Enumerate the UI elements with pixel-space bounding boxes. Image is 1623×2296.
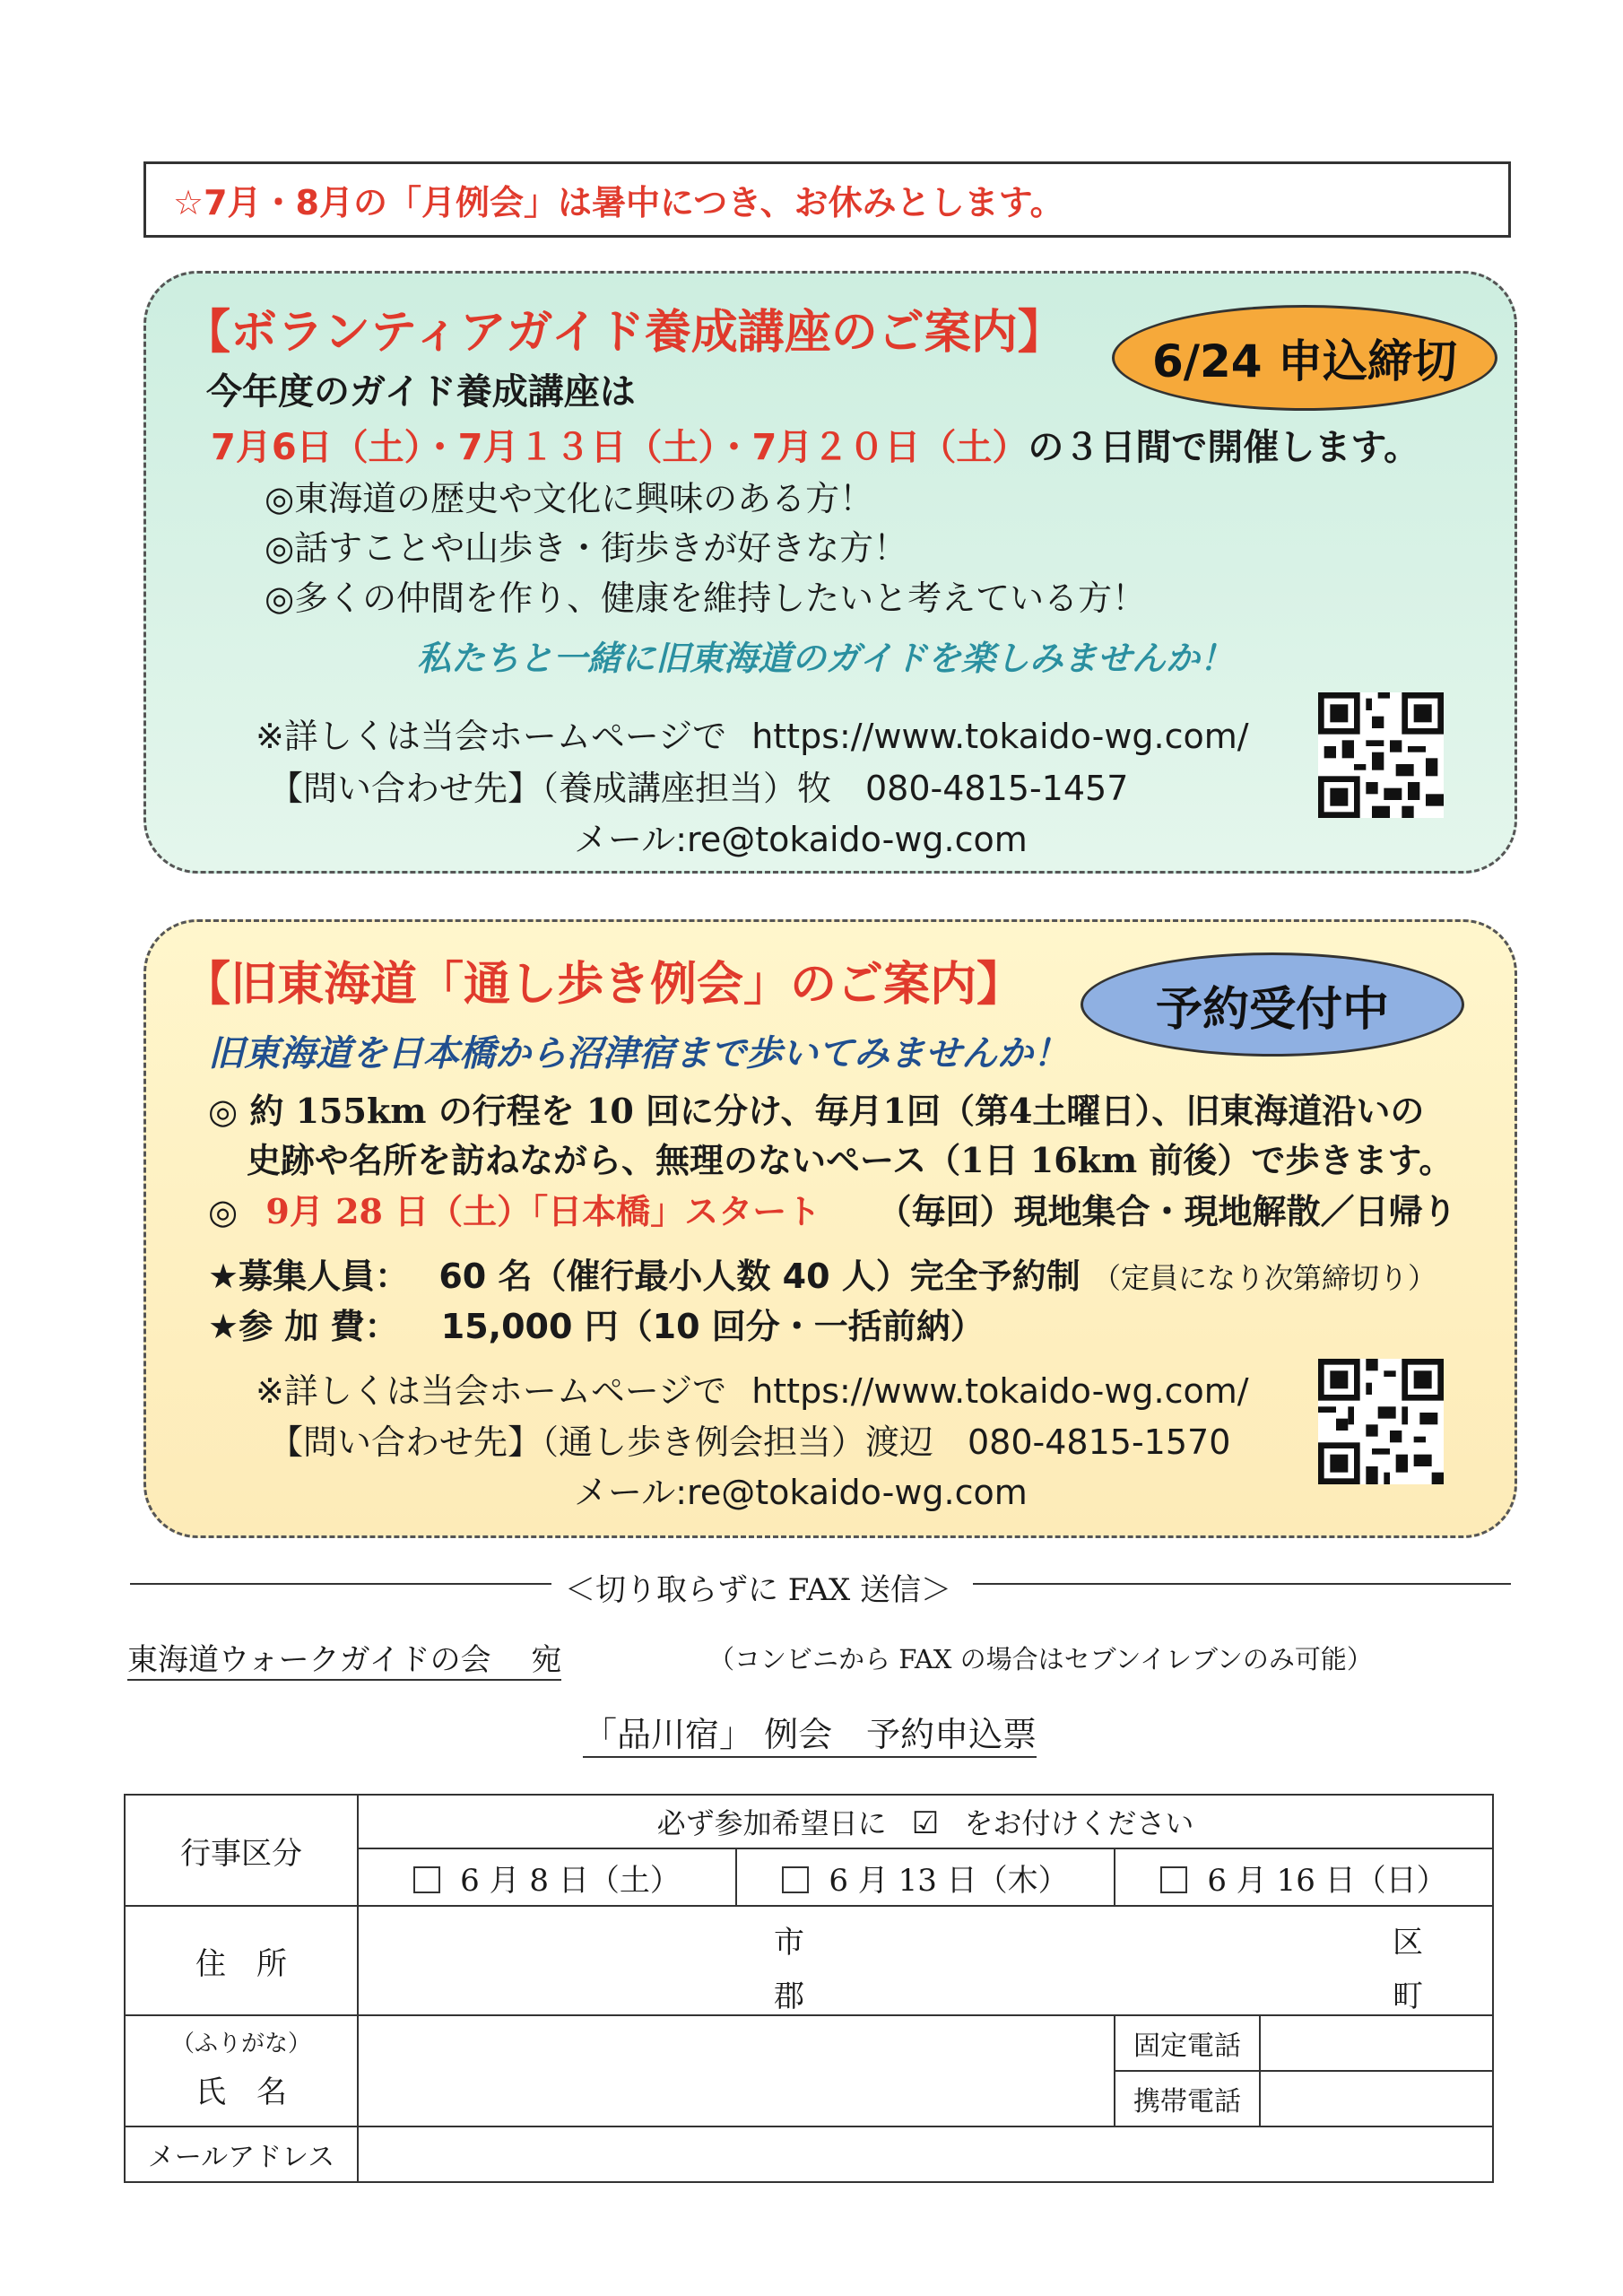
checked-box-icon: ☑ xyxy=(911,1805,940,1841)
instruction-cell xyxy=(358,1795,1493,1848)
walk-contact: 【問い合わせ先】（通し歩き例会担当）渡辺 080-4815-1570 xyxy=(269,1422,1231,1462)
notice-box xyxy=(143,161,1511,238)
county-label: 郡 xyxy=(774,1979,804,2014)
walk-email[interactable]: メール:re@tokaido-wg.com xyxy=(574,1473,1028,1512)
ward-label: 区 xyxy=(1393,1925,1423,1961)
option-cell-2[interactable] xyxy=(736,1848,1115,1906)
guide-details-prefix: ※詳しくは当会ホームページで xyxy=(256,717,727,756)
deadline-badge-text: 6/24 申込締切 xyxy=(1151,335,1458,387)
guide-bullet-1: ◎東海道の歴史や文化に興味のある方！ xyxy=(265,479,874,518)
name-field[interactable] xyxy=(358,2015,1115,2126)
walk-url[interactable]: https://www.tokaido-wg.com/ xyxy=(751,1371,1249,1411)
instruction-post: をお付けください xyxy=(964,1806,1194,1840)
checkbox-option-2[interactable] xyxy=(782,1866,809,1893)
guide-callout: 私たちと一緒に旧東海道のガイドを楽しみませんか！ xyxy=(417,639,1234,678)
walk-details xyxy=(256,1363,1249,1413)
mobile-label: 携帯電話 xyxy=(1115,2072,1261,2126)
address-label-cell xyxy=(125,1906,358,2015)
qr-code-walk xyxy=(1318,1359,1444,1484)
walk-recruit-line xyxy=(208,1248,1436,1298)
reservation-badge-text: 予約受付中 xyxy=(1155,982,1389,1037)
walk-fee-label: ★参 加 費： xyxy=(208,1307,399,1346)
guide-url[interactable]: https://www.tokaido-wg.com/ xyxy=(751,717,1249,756)
qr-code-guide xyxy=(1318,692,1444,818)
landline-cell xyxy=(1115,2015,1493,2071)
option-label-3: 6 月 16 日（日） xyxy=(1207,1862,1447,1899)
walk-recruit-note: （定員になり次第締切り） xyxy=(1092,1261,1437,1295)
guide-title: 【ボランティアガイド養成講座のご案内】 xyxy=(184,306,1064,360)
walk-start-line xyxy=(208,1184,1456,1233)
cut-instruction: ＜切り取らずに FAX 送信＞ xyxy=(565,1572,952,1608)
email-label: メールアドレス xyxy=(147,2142,335,2173)
instruction-pre: 必ず参加希望日に xyxy=(656,1806,887,1840)
guide-email[interactable]: メール:re@tokaido-wg.com xyxy=(574,820,1028,859)
deadline-badge xyxy=(1112,305,1497,411)
addressee: 東海道ウォークガイドの会 宛 xyxy=(127,1635,561,1681)
email-field[interactable] xyxy=(358,2126,1493,2182)
mobile-cell xyxy=(1115,2071,1493,2126)
form-title: 「品川宿」 例会 予約申込票 xyxy=(583,1707,1037,1758)
guide-bullet-2: ◎話すことや山歩き・街歩きが好きな方！ xyxy=(265,528,908,568)
guide-contact: 【問い合わせ先】（養成講座担当）牧 080-4815-1457 xyxy=(269,769,1129,808)
guide-dates-line xyxy=(211,419,1419,470)
walk-fee-line xyxy=(208,1299,985,1348)
walk-line-1: ◎ 約 155km の行程を 10 回に分け、毎月1回（第4土曜日）、旧東海道沿いの xyxy=(208,1091,1425,1131)
option-label-2: 6 月 13 日（木） xyxy=(829,1862,1069,1899)
name-label: 氏 名 xyxy=(195,2074,287,2110)
city-label: 市 xyxy=(774,1925,804,1961)
walk-line-2: 史跡や名所を訪ねながら、無理のないペース（1日 16km 前後）で歩きます。 xyxy=(247,1140,1454,1180)
address-field[interactable] xyxy=(358,1906,1493,2015)
checkbox-option-1[interactable] xyxy=(413,1866,440,1893)
walk-start: 9月 28 日（土）「日本橋」スタート xyxy=(265,1191,821,1231)
furigana-label: （ふりがな） xyxy=(170,2031,311,2057)
reservation-form xyxy=(124,1794,1494,2183)
guide-bullet-3: ◎多くの仲間を作り、健康を維持したいと考えている方！ xyxy=(265,578,1147,618)
address-label: 住 所 xyxy=(195,1945,287,1982)
walk-recruit-label: ★募集人員： xyxy=(208,1257,410,1296)
town-label: 町 xyxy=(1393,1979,1423,2014)
walk-fee: 15,000 円（10 回分・一括前納） xyxy=(440,1307,985,1346)
option-cell-1[interactable] xyxy=(358,1848,736,1906)
event-label-cell xyxy=(125,1795,358,1906)
mobile-field[interactable] xyxy=(1261,2072,1492,2126)
guide-dates: 7月6日（土）・7月１３日（土）・7月２０日（土） xyxy=(211,427,1028,468)
guide-dates-suffix: の３日間で開催します。 xyxy=(1028,427,1420,468)
reservation-badge xyxy=(1081,952,1464,1057)
event-label: 行事区分 xyxy=(180,1835,302,1872)
checkbox-option-3[interactable] xyxy=(1160,1866,1187,1893)
walk-start-note: （毎回）現地集合・現地解散／日帰り xyxy=(877,1191,1457,1231)
landline-field[interactable] xyxy=(1261,2016,1492,2070)
fax-note: （コンビニから FAX の場合はセブンイレブンのみ可能） xyxy=(708,1644,1373,1674)
walk-start-mark: ◎ xyxy=(208,1191,239,1231)
walk-recruit: 60 名（催行最小人数 40 人）完全予約制 xyxy=(438,1257,1081,1296)
walk-title: 【旧東海道「通し歩き例会」のご案内】 xyxy=(184,958,1024,1012)
guide-intro: 今年度のガイド養成講座は xyxy=(206,371,636,413)
divider-right-line xyxy=(973,1583,1511,1585)
divider-left-line xyxy=(130,1583,551,1585)
guide-details xyxy=(256,709,1249,758)
name-label-cell xyxy=(125,2015,358,2126)
option-label-1: 6 月 8 日（土） xyxy=(460,1862,681,1899)
walk-callout: 旧東海道を日本橋から沼津宿まで歩いてみませんか！ xyxy=(208,1033,1069,1074)
option-cell-3[interactable] xyxy=(1115,1848,1493,1906)
email-label-cell xyxy=(125,2126,358,2182)
walk-details-prefix: ※詳しくは当会ホームページで xyxy=(256,1371,727,1411)
landline-label: 固定電話 xyxy=(1115,2016,1261,2070)
notice-text: ☆7月・8月の「月例会」は暑中につき、お休みとします。 xyxy=(173,183,1064,222)
